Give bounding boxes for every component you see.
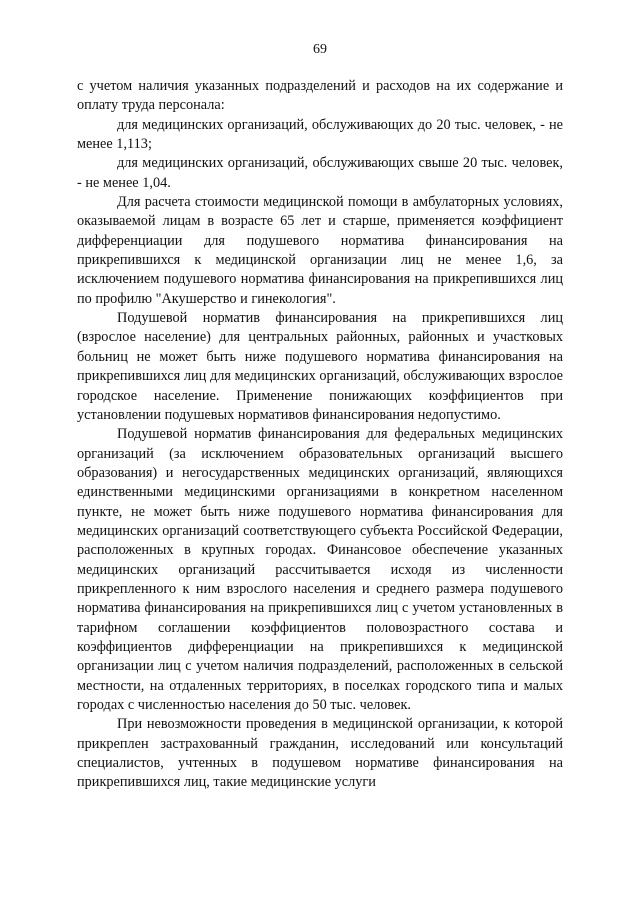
document-body <box>77 77 563 793</box>
paragraph: для медицинских организаций, обслуживающих до 20 тыс. человек, - не менее 1,113; <box>77 116 563 153</box>
paragraph: для медицинских организаций, обслуживающих свыше 20 тыс. человек, - не менее 1,04. <box>77 155 563 191</box>
paragraph: с учетом наличия указанных подразделений и расходов на их содержание и оплату труда персонала: <box>77 78 563 114</box>
paragraph: Для расчета стоимости медицинской помощи в амбулаторных условиях, оказываемой лицам в возрасте 65 лет и старше, применяется коэффициент дифференциации для подушевого норматива финансирования на прикрепившихся к медицинской организации лиц не менее 1,6, за исключением подушевого норматива финансирования на прикрепившихся лиц по профилю "Акушерство и гинекология". <box>77 194 563 307</box>
paragraph: Подушевой норматив финансирования на прикрепившихся лиц (взрослое население) для центральных районных, районных и участковых больниц не может быть ниже подушевого норматива финансирования на прикрепившихся лиц для медицинских организаций, обслуживающих взрослое городское население. Применение понижающих коэффициентов при установлении подушевых нормативов финансирования недопустимо. <box>77 310 563 423</box>
paragraph: Подушевой норматив финансирования для федеральных медицинских организаций (за исключением образовательных организаций высшего образования) и негосударственных медицинских организаций, являющихся единственными медицинскими организациями в конкретном населенном пункте, не может быть ниже подушевого норматива финансирования для медицинских организаций соответствующего субъекта Российской Федерации, расположенных в крупных городах. Финансовое обеспечение указанных медицинских организаций рассчитывается исходя из численности прикрепленного к ним взрослого населения и среднего размера подушевого норматива финансирования на прикрепившихся лиц с учетом установленных в тарифном соглашении коэффициентов половозрастного состава и коэффициентов дифференциации на прикрепившихся к медицинской организации лиц с учетом наличия подразделений, расположенных в сельской местности, на отдаленных территориях, в поселках городского типа и малых городах с численностью населения до 50 тыс. человек. <box>77 426 563 713</box>
paragraph: При невозможности проведения в медицинской организации, к которой прикреплен застрахованный гражданин, исследований или консультаций специалистов, учтенных в подушевом нормативе финансирования на прикрепившихся лиц, такие медицинские услуги <box>77 716 563 791</box>
page-number: 69 <box>313 42 327 57</box>
